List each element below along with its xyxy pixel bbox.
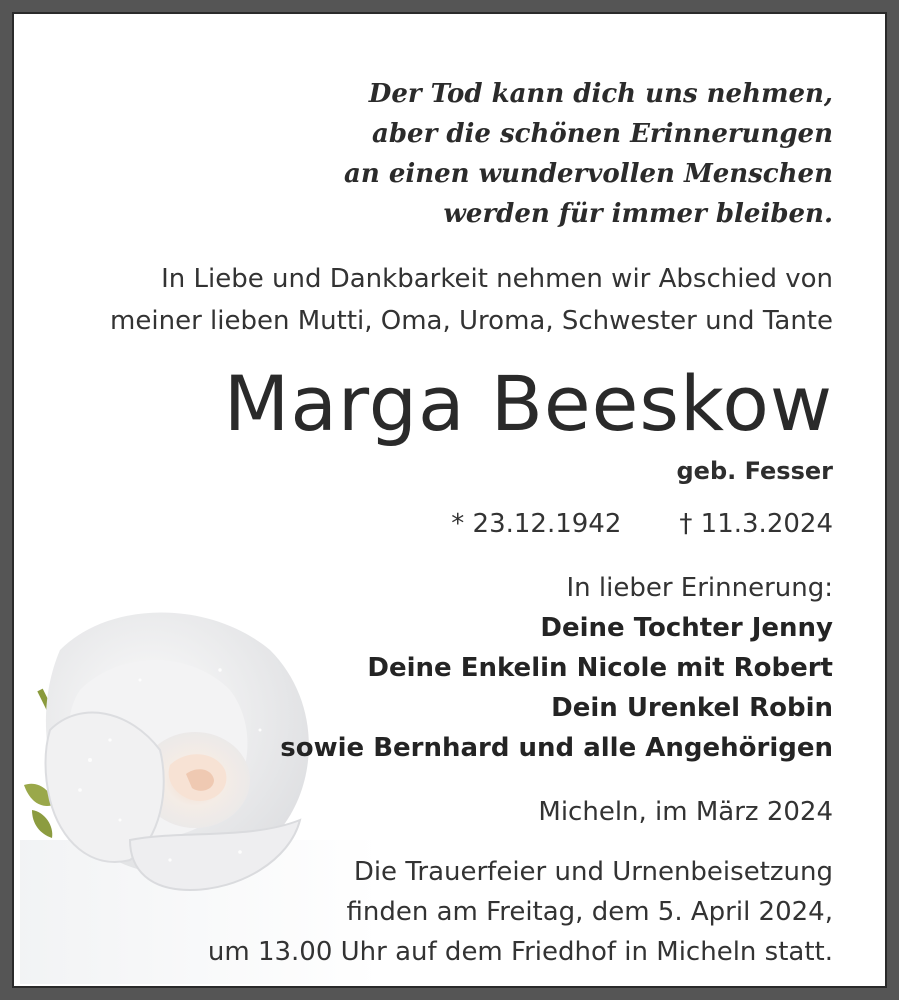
mourner-line: Deine Tochter Jenny [540, 613, 833, 643]
deceased-name: Marga Beeskow [223, 359, 833, 448]
intro-line: meiner lieben Mutti, Oma, Uroma, Schwester und Tante [110, 306, 833, 336]
mourner-line: Deine Enkelin Nicole mit Robert [367, 653, 833, 683]
funeral-line: um 13.00 Uhr auf dem Friedhof in Micheln statt. [207, 937, 833, 967]
death-date: † 11.3.2024 [679, 509, 833, 539]
quote-line: werden für immer bleiben. [443, 199, 833, 229]
funeral-line: Die Trauerfeier und Urnenbeisetzung [353, 857, 833, 887]
maiden-name: geb. Fesser [676, 457, 833, 485]
memorial-quote [344, 74, 833, 234]
mourner-line: sowie Bernhard und alle Angehörigen [280, 733, 833, 763]
birth-date: * 23.12.1942 [451, 509, 622, 539]
obituary-notice [16, 16, 883, 984]
mourners-block [280, 568, 833, 768]
quote-line: an einen wundervollen Menschen [344, 159, 833, 189]
life-dates [451, 506, 833, 542]
intro-line: In Liebe und Dankbarkeit nehmen wir Abschied von [161, 264, 833, 294]
mourner-line: Dein Urenkel Robin [551, 693, 833, 723]
memory-heading: In lieber Erinnerung: [566, 573, 833, 603]
place-date: Micheln, im März 2024 [538, 797, 833, 827]
funeral-info [208, 852, 833, 972]
funeral-line: finden am Freitag, dem 5. April 2024, [346, 897, 833, 927]
quote-line: aber die schönen Erinnerungen [372, 119, 833, 149]
quote-line: Der Tod kann dich uns nehmen, [368, 79, 833, 109]
farewell-intro [110, 258, 833, 342]
